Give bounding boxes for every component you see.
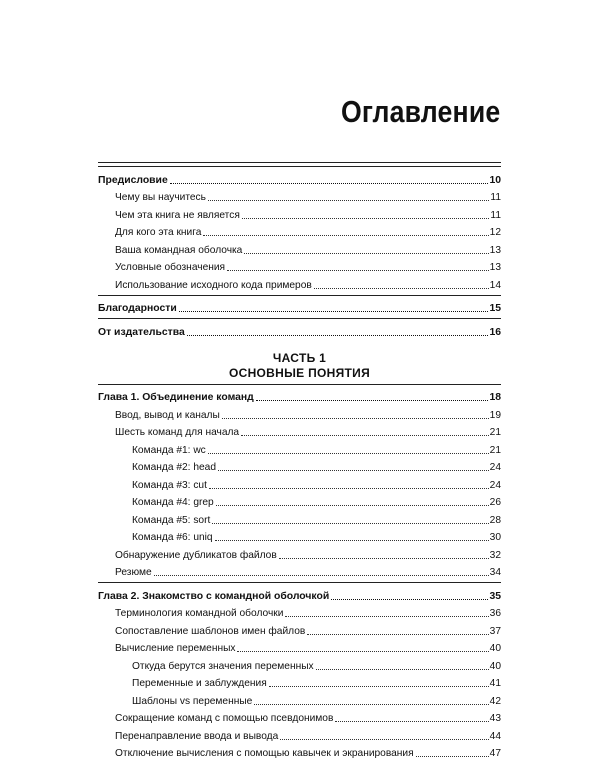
toc-entry-label: Использование исходного кода примеров	[115, 280, 312, 292]
toc-page-number: 13	[490, 262, 501, 274]
dot-leader	[242, 218, 490, 219]
toc-entry[interactable]	[98, 474, 501, 492]
toc-entry[interactable]	[98, 204, 501, 222]
toc-page-number: 24	[490, 462, 501, 474]
chapter-2-section	[98, 582, 501, 760]
dot-leader	[244, 253, 488, 254]
table-of-contents	[98, 163, 501, 760]
dot-leader	[269, 686, 489, 687]
toc-page-number: 24	[490, 480, 501, 492]
dot-leader	[208, 200, 489, 201]
toc-entry-label: Благодарности	[98, 303, 177, 315]
toc-entry-label: Шесть команд для начала	[115, 427, 239, 439]
toc-entry-label: Команда #4: grep	[132, 497, 214, 509]
toc-separator	[98, 318, 501, 319]
dot-leader	[316, 669, 489, 670]
toc-entry[interactable]	[98, 509, 501, 527]
toc-entry[interactable]	[98, 655, 501, 673]
toc-entry-label: Команда #1: wc	[132, 445, 206, 457]
toc-entry-major[interactable]	[98, 321, 501, 339]
toc-entry-label: Обнаружение дубликатов файлов	[115, 550, 277, 562]
toc-page-number: 35	[489, 591, 501, 603]
toc-entry[interactable]	[98, 257, 501, 275]
part-number: ЧАСТЬ 1	[98, 351, 501, 366]
toc-entry[interactable]	[98, 222, 501, 240]
toc-separator	[98, 295, 501, 296]
toc-entry-label: Шаблоны vs переменные	[132, 696, 252, 708]
toc-entry-major[interactable]	[98, 585, 501, 603]
toc-page-number: 15	[489, 303, 501, 315]
toc-entry[interactable]	[98, 457, 501, 475]
toc-entry-label: Глава 2. Знакомство с командной оболочкой	[98, 591, 329, 603]
dot-leader	[416, 756, 489, 757]
toc-page-number: 28	[490, 515, 501, 527]
toc-page-number: 43	[490, 713, 501, 725]
dot-leader	[209, 488, 489, 489]
toc-entry-label: Команда #6: uniq	[132, 532, 213, 544]
toc-entry-label: Ввод, вывод и каналы	[115, 410, 220, 422]
dot-leader	[208, 453, 489, 454]
toc-page-number: 30	[490, 532, 501, 544]
toc-page-number: 40	[490, 643, 501, 655]
part-name: ОСНОВНЫЕ ПОНЯТИЯ	[98, 366, 501, 381]
dot-leader	[212, 523, 488, 524]
dot-leader	[331, 599, 488, 600]
part-heading	[98, 351, 501, 381]
toc-entry-label: Глава 1. Объединение команд	[98, 392, 254, 404]
dot-leader	[179, 311, 489, 312]
dot-leader	[314, 288, 489, 289]
toc-entry[interactable]	[98, 562, 501, 580]
dot-leader	[227, 270, 489, 271]
dot-leader	[241, 435, 489, 436]
toc-entry-label: Команда #3: cut	[132, 480, 207, 492]
toc-page-number: 21	[490, 445, 501, 457]
toc-page-number: 11	[490, 192, 501, 204]
toc-page-number: 10	[489, 175, 501, 187]
chapter-1-section	[98, 384, 501, 580]
toc-page-number: 44	[490, 731, 501, 743]
toc-page-number: 36	[490, 608, 501, 620]
toc-page-number: 37	[490, 626, 501, 638]
toc-entry-label: Сопоставление шаблонов имен файлов	[115, 626, 305, 638]
dot-leader	[203, 235, 488, 236]
toc-entry[interactable]	[98, 527, 501, 545]
toc-entry[interactable]	[98, 743, 501, 760]
dot-leader	[256, 400, 489, 401]
toc-page-number: 42	[490, 696, 501, 708]
toc-separator	[98, 166, 501, 167]
dot-leader	[280, 739, 488, 740]
toc-entry[interactable]	[98, 620, 501, 638]
toc-page-number: 12	[490, 227, 501, 239]
toc-entry[interactable]	[98, 274, 501, 292]
toc-page-number: 40	[490, 661, 501, 673]
dot-leader	[216, 505, 489, 506]
toc-entry-label: Откуда берутся значения переменных	[132, 661, 314, 673]
toc-page-number: 34	[490, 567, 501, 579]
toc-entry-label: От издательства	[98, 327, 185, 339]
page-title: Оглавление	[341, 94, 500, 130]
toc-entry-label: Предисловие	[98, 175, 168, 187]
toc-entry[interactable]	[98, 439, 501, 457]
toc-entry[interactable]	[98, 187, 501, 205]
toc-entry-label: Отключение вычисления с помощью кавычек и экранирования	[115, 748, 414, 760]
dot-leader	[170, 183, 489, 184]
dot-leader	[218, 470, 489, 471]
toc-page-number: 19	[490, 410, 501, 422]
toc-page-number: 13	[490, 245, 501, 257]
dot-leader	[285, 616, 488, 617]
dot-leader	[335, 721, 488, 722]
toc-entry-label: Вычисление переменных	[115, 643, 235, 655]
toc-entry-label: Резюме	[115, 567, 152, 579]
toc-entry-label: Терминология командной оболочки	[115, 608, 283, 620]
toc-separator	[98, 384, 501, 385]
toc-page-number: 14	[490, 280, 501, 292]
toc-entry[interactable]	[98, 544, 501, 562]
toc-entry-label: Условные обозначения	[115, 262, 225, 274]
toc-entry[interactable]	[98, 708, 501, 726]
toc-entry-label: Команда #5: sort	[132, 515, 210, 527]
dot-leader	[187, 335, 489, 336]
toc-entry-label: Перенаправление ввода и вывода	[115, 731, 278, 743]
toc-entry-major[interactable]	[98, 298, 501, 316]
toc-entry-label: Сокращение команд с помощью псевдонимов	[115, 713, 333, 725]
toc-entry-label: Чем эта книга не является	[115, 210, 240, 222]
toc-entry[interactable]	[98, 603, 501, 621]
toc-entry-label: Ваша командная оболочка	[115, 245, 242, 257]
toc-page-number: 26	[490, 497, 501, 509]
toc-page-number: 18	[489, 392, 501, 404]
toc-entry-label: Переменные и заблуждения	[132, 678, 267, 690]
dot-leader	[215, 540, 489, 541]
toc-separator	[98, 582, 501, 583]
toc-entry-label: Для кого эта книга	[115, 227, 201, 239]
toc-entry[interactable]	[98, 673, 501, 691]
toc-entry-label: Команда #2: head	[132, 462, 216, 474]
toc-entry[interactable]	[98, 638, 501, 656]
dot-leader	[254, 704, 488, 705]
dot-leader	[307, 634, 488, 635]
toc-page-number: 47	[490, 748, 501, 760]
toc-page-number: 21	[490, 427, 501, 439]
toc-entry-major[interactable]	[98, 169, 501, 187]
toc-entry[interactable]	[98, 690, 501, 708]
toc-entry-major[interactable]	[98, 387, 501, 405]
toc-entry[interactable]	[98, 725, 501, 743]
toc-entry[interactable]	[98, 239, 501, 257]
dot-leader	[237, 651, 488, 652]
toc-entry-label: Чему вы научитесь	[115, 192, 206, 204]
dot-leader	[279, 558, 489, 559]
toc-entry[interactable]	[98, 492, 501, 510]
toc-page-number: 32	[490, 550, 501, 562]
toc-page-number: 16	[489, 327, 501, 339]
front-matter-section	[98, 166, 501, 339]
toc-page-number: 11	[490, 210, 501, 222]
toc-entry[interactable]	[98, 422, 501, 440]
dot-leader	[154, 575, 489, 576]
toc-entry[interactable]	[98, 404, 501, 422]
dot-leader	[222, 418, 489, 419]
toc-page-number: 41	[490, 678, 501, 690]
